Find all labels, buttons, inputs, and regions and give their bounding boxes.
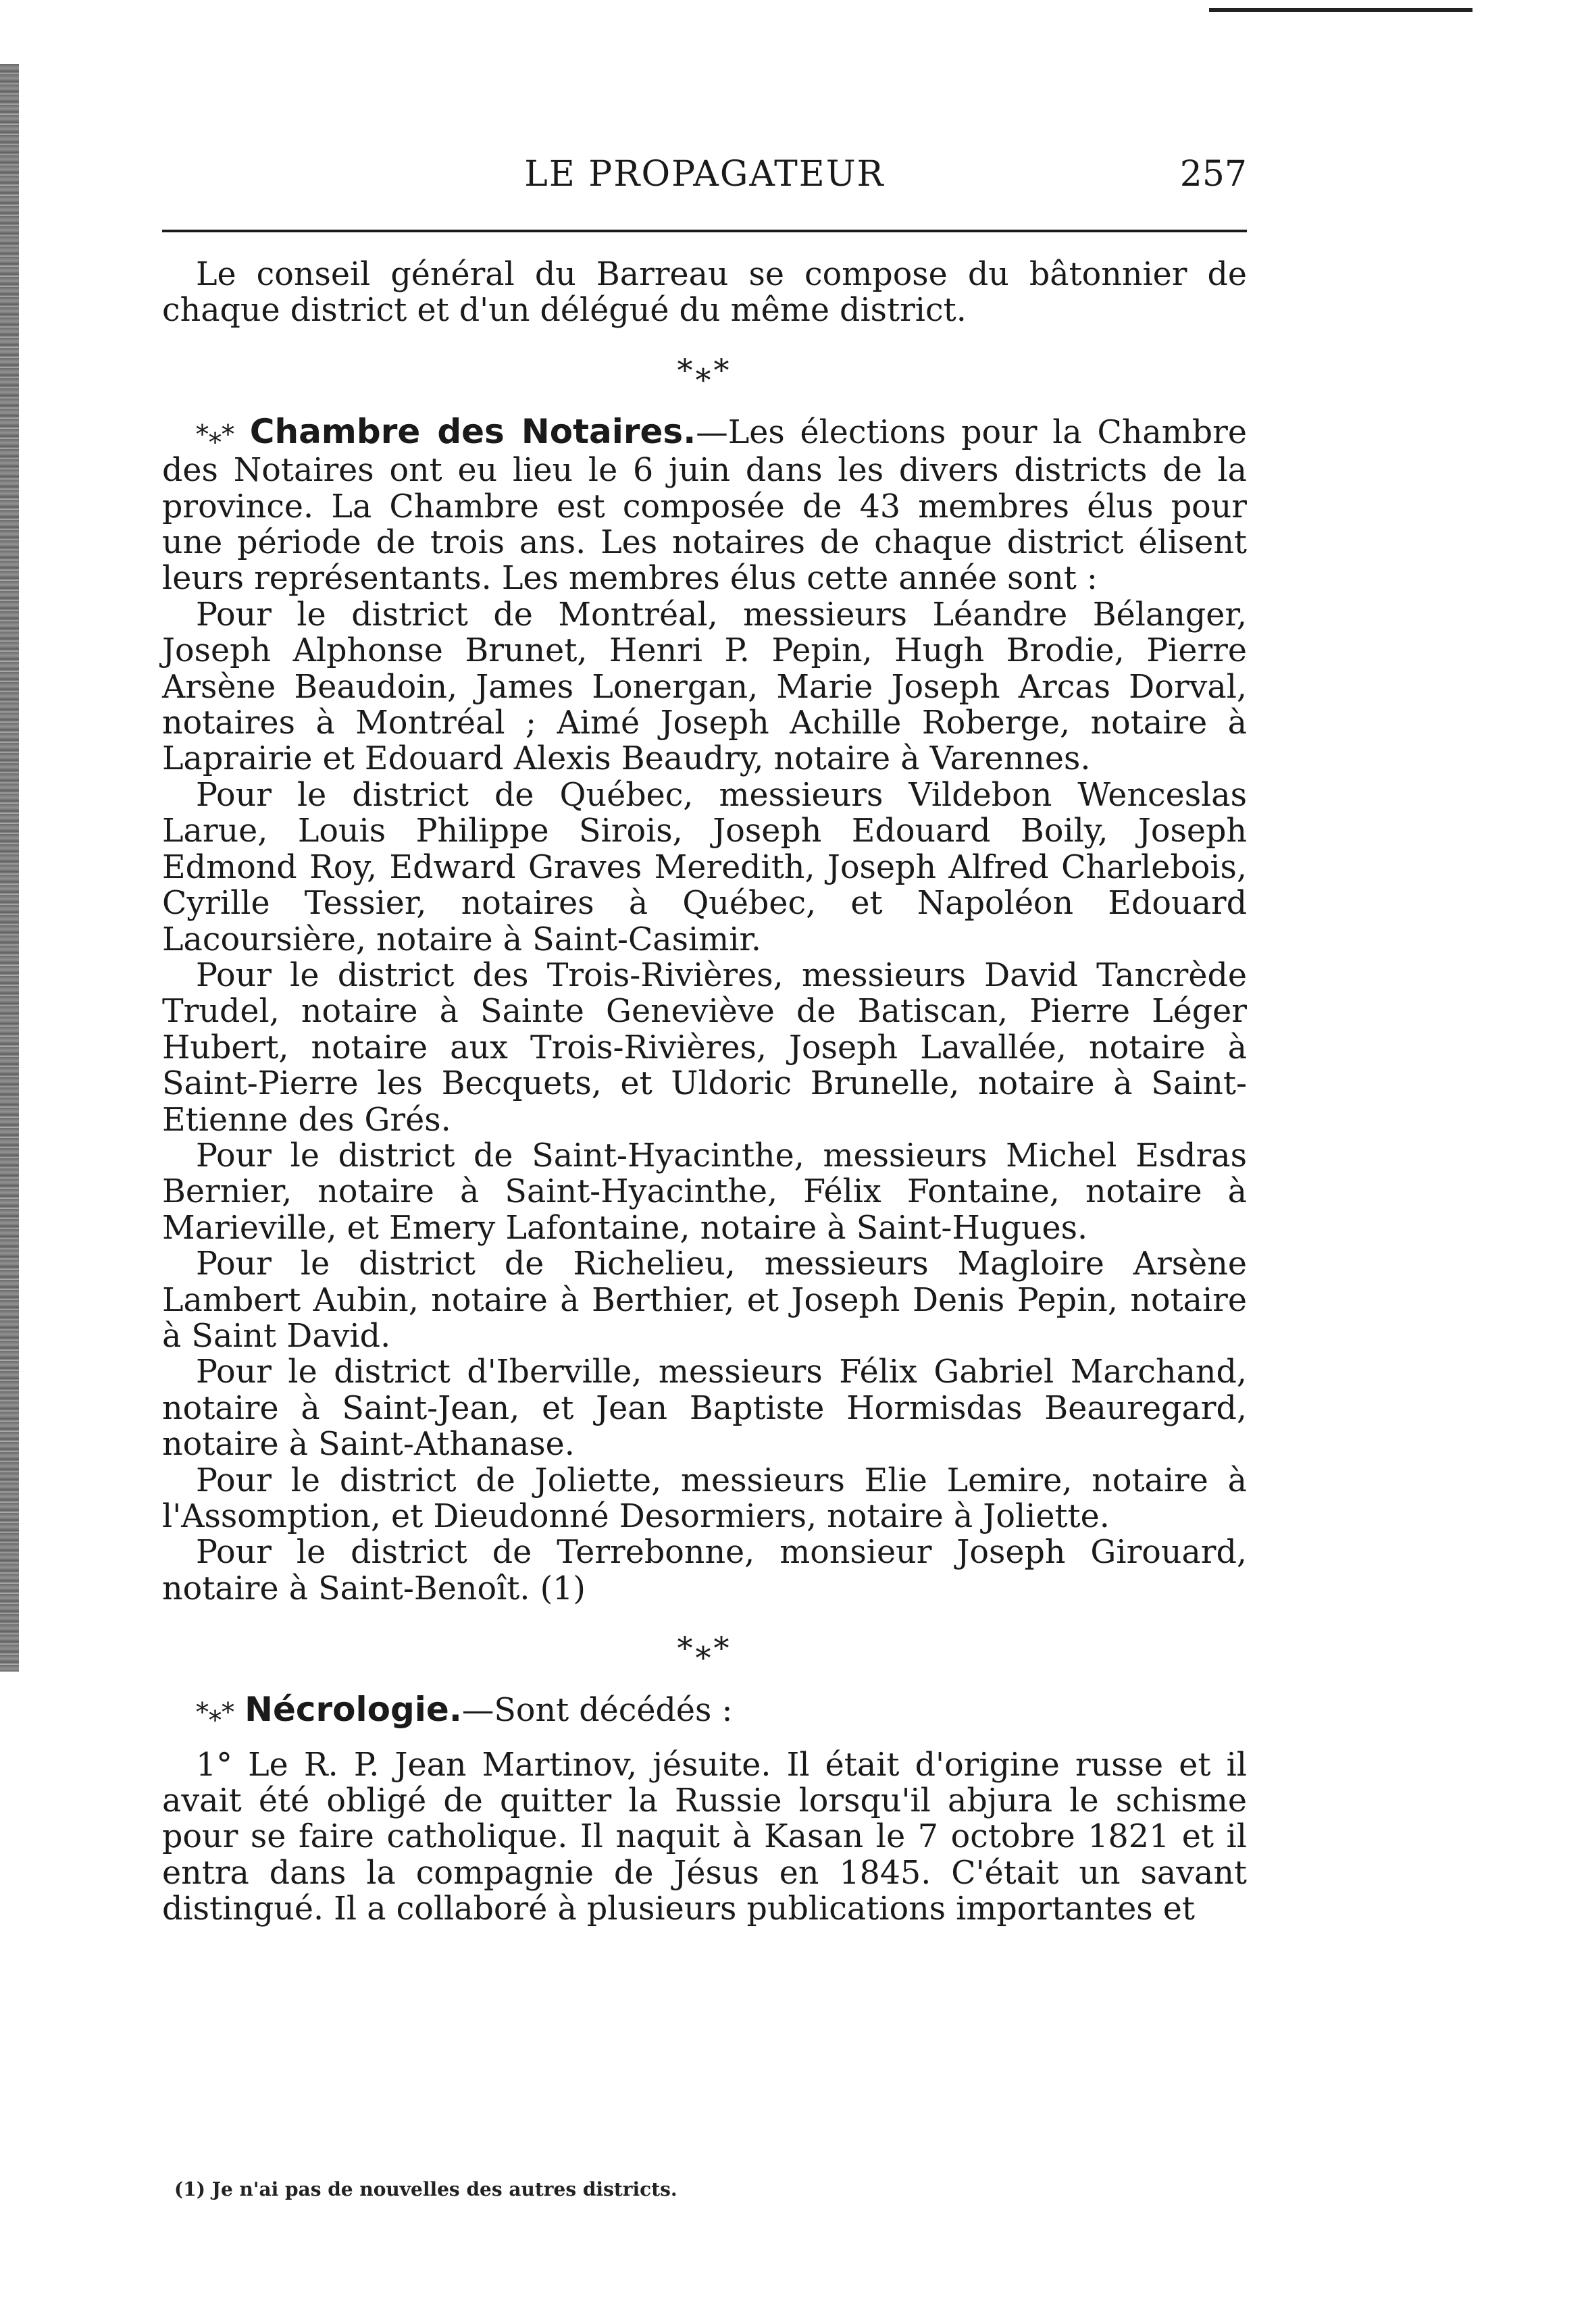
district-paragraph-trois-rivieres: Pour le district des Trois-Rivières, messieurs David Tancrède Trudel, notaire à Sainte Geneviève de Batiscan, Pierre Léger Hubert, notaire aux Trois-Rivières, Joseph Lavallée, notaire à Saint-Pierre les Becquets, et Uldoric Brunelle, notaire à Saint-Etienne des Grés. bbox=[162, 956, 1247, 1139]
necrologie-lead-paragraph bbox=[162, 1692, 1247, 1730]
district-paragraph-iberville: Pour le district d'Iberville, messieurs Félix Gabriel Marchand, notaire à Saint-Jean, et Jean Baptiste Hormisdas Beauregard, notaire à Saint-Athanase. bbox=[162, 1353, 1247, 1464]
section-separator: *⁎* bbox=[677, 351, 732, 388]
section-separator: *⁎* bbox=[677, 1630, 732, 1667]
district-paragraph-joliette: Pour le district de Joliette, messieurs Elie Lemire, notaire à l'Assomption, et Dieudonné Desormiers, notaire à Joliette. bbox=[162, 1462, 1247, 1535]
running-title: LE PROPAGATEUR bbox=[524, 154, 885, 195]
notaires-lead-paragraph bbox=[162, 411, 1248, 598]
footnote: (1) Je n'ai pas de nouvelles des autres districts. bbox=[174, 2178, 677, 2200]
necrologie-lead: —Sont décédés : bbox=[461, 1692, 733, 1730]
section-marker-icon: *⁎* bbox=[196, 419, 234, 449]
district-paragraph-saint-hyacinthe: Pour le district de Saint-Hyacinthe, messieurs Michel Esdras Bernier, notaire à Saint-Hyacinthe, Félix Fontaine, notaire à Marieville, et Emery Lafontaine, notaire à Saint-Hugues. bbox=[162, 1137, 1247, 1247]
top-edge-rule bbox=[1209, 8, 1472, 12]
district-paragraph-richelieu: Pour le district de Richelieu, messieurs Magloire Arsène Lambert Aubin, notaire à Berthier, et Joseph Denis Pepin, notaire à Saint David. bbox=[162, 1245, 1247, 1355]
intro-paragraph: Le conseil général du Barreau se compose du bâtonnier de chaque district et d'un délégué du même district. bbox=[162, 256, 1247, 330]
notaires-heading: Chambre des Notaires. bbox=[249, 411, 696, 451]
section-marker-icon: *⁎* bbox=[196, 1697, 234, 1728]
page-number: 257 bbox=[1179, 154, 1247, 195]
header-rule bbox=[162, 230, 1247, 232]
notaires-lead: —Les élections pour la Chambre des Notaires ont eu lieu le 6 juin dans les divers districts de la province. La Chambre est composée de 43 membres élus pour une période de trois ans. Les notaires de chaque district élisent leurs représentants. Les membres élus cette année sont : bbox=[162, 413, 1248, 598]
binding-edge bbox=[0, 64, 19, 1672]
necrologie-heading: Nécrologie. bbox=[245, 1690, 462, 1730]
district-paragraph-terrebonne: Pour le district de Terrebonne, monsieur Joseph Girouard, notaire à Saint-Benoît. (1) bbox=[162, 1534, 1247, 1607]
page-header bbox=[162, 154, 1247, 201]
necrologie-entry-1: 1° Le R. P. Jean Martinov, jésuite. Il était d'origine russe et il avait été obligé de quitter la Russie lorsqu'il abjura le schisme pour se faire catholique. Il naquit à Kasan le 7 octobre 1821 et il entra dans la compagnie de Jésus en 1845. C'était un savant distingué. Il a collaboré à plusieurs publications importantes et bbox=[162, 1746, 1247, 1928]
district-paragraph-quebec: Pour le district de Québec, messieurs Vildebon Wenceslas Larue, Louis Philippe Sirois, Joseph Edouard Boily, Joseph Edmond Roy, Edward Graves Meredith, Joseph Alfred Charlebois, Cyrille Tessier, notaires à Québec, et Napoléon Edouard Lacoursière, notaire à Saint-Casimir. bbox=[162, 776, 1247, 958]
district-paragraph-montreal: Pour le district de Montréal, messieurs Léandre Bélanger, Joseph Alphonse Brunet, Henri P. Pepin, Hugh Brodie, Pierre Arsène Beaudoin, James Lonergan, Marie Joseph Arcas Dorval, notaires à Montréal ; Aimé Joseph Achille Roberge, notaire à Laprairie et Edouard Alexis Beaudry, notaire à Varennes. bbox=[162, 596, 1247, 778]
page-body bbox=[162, 257, 1247, 1928]
